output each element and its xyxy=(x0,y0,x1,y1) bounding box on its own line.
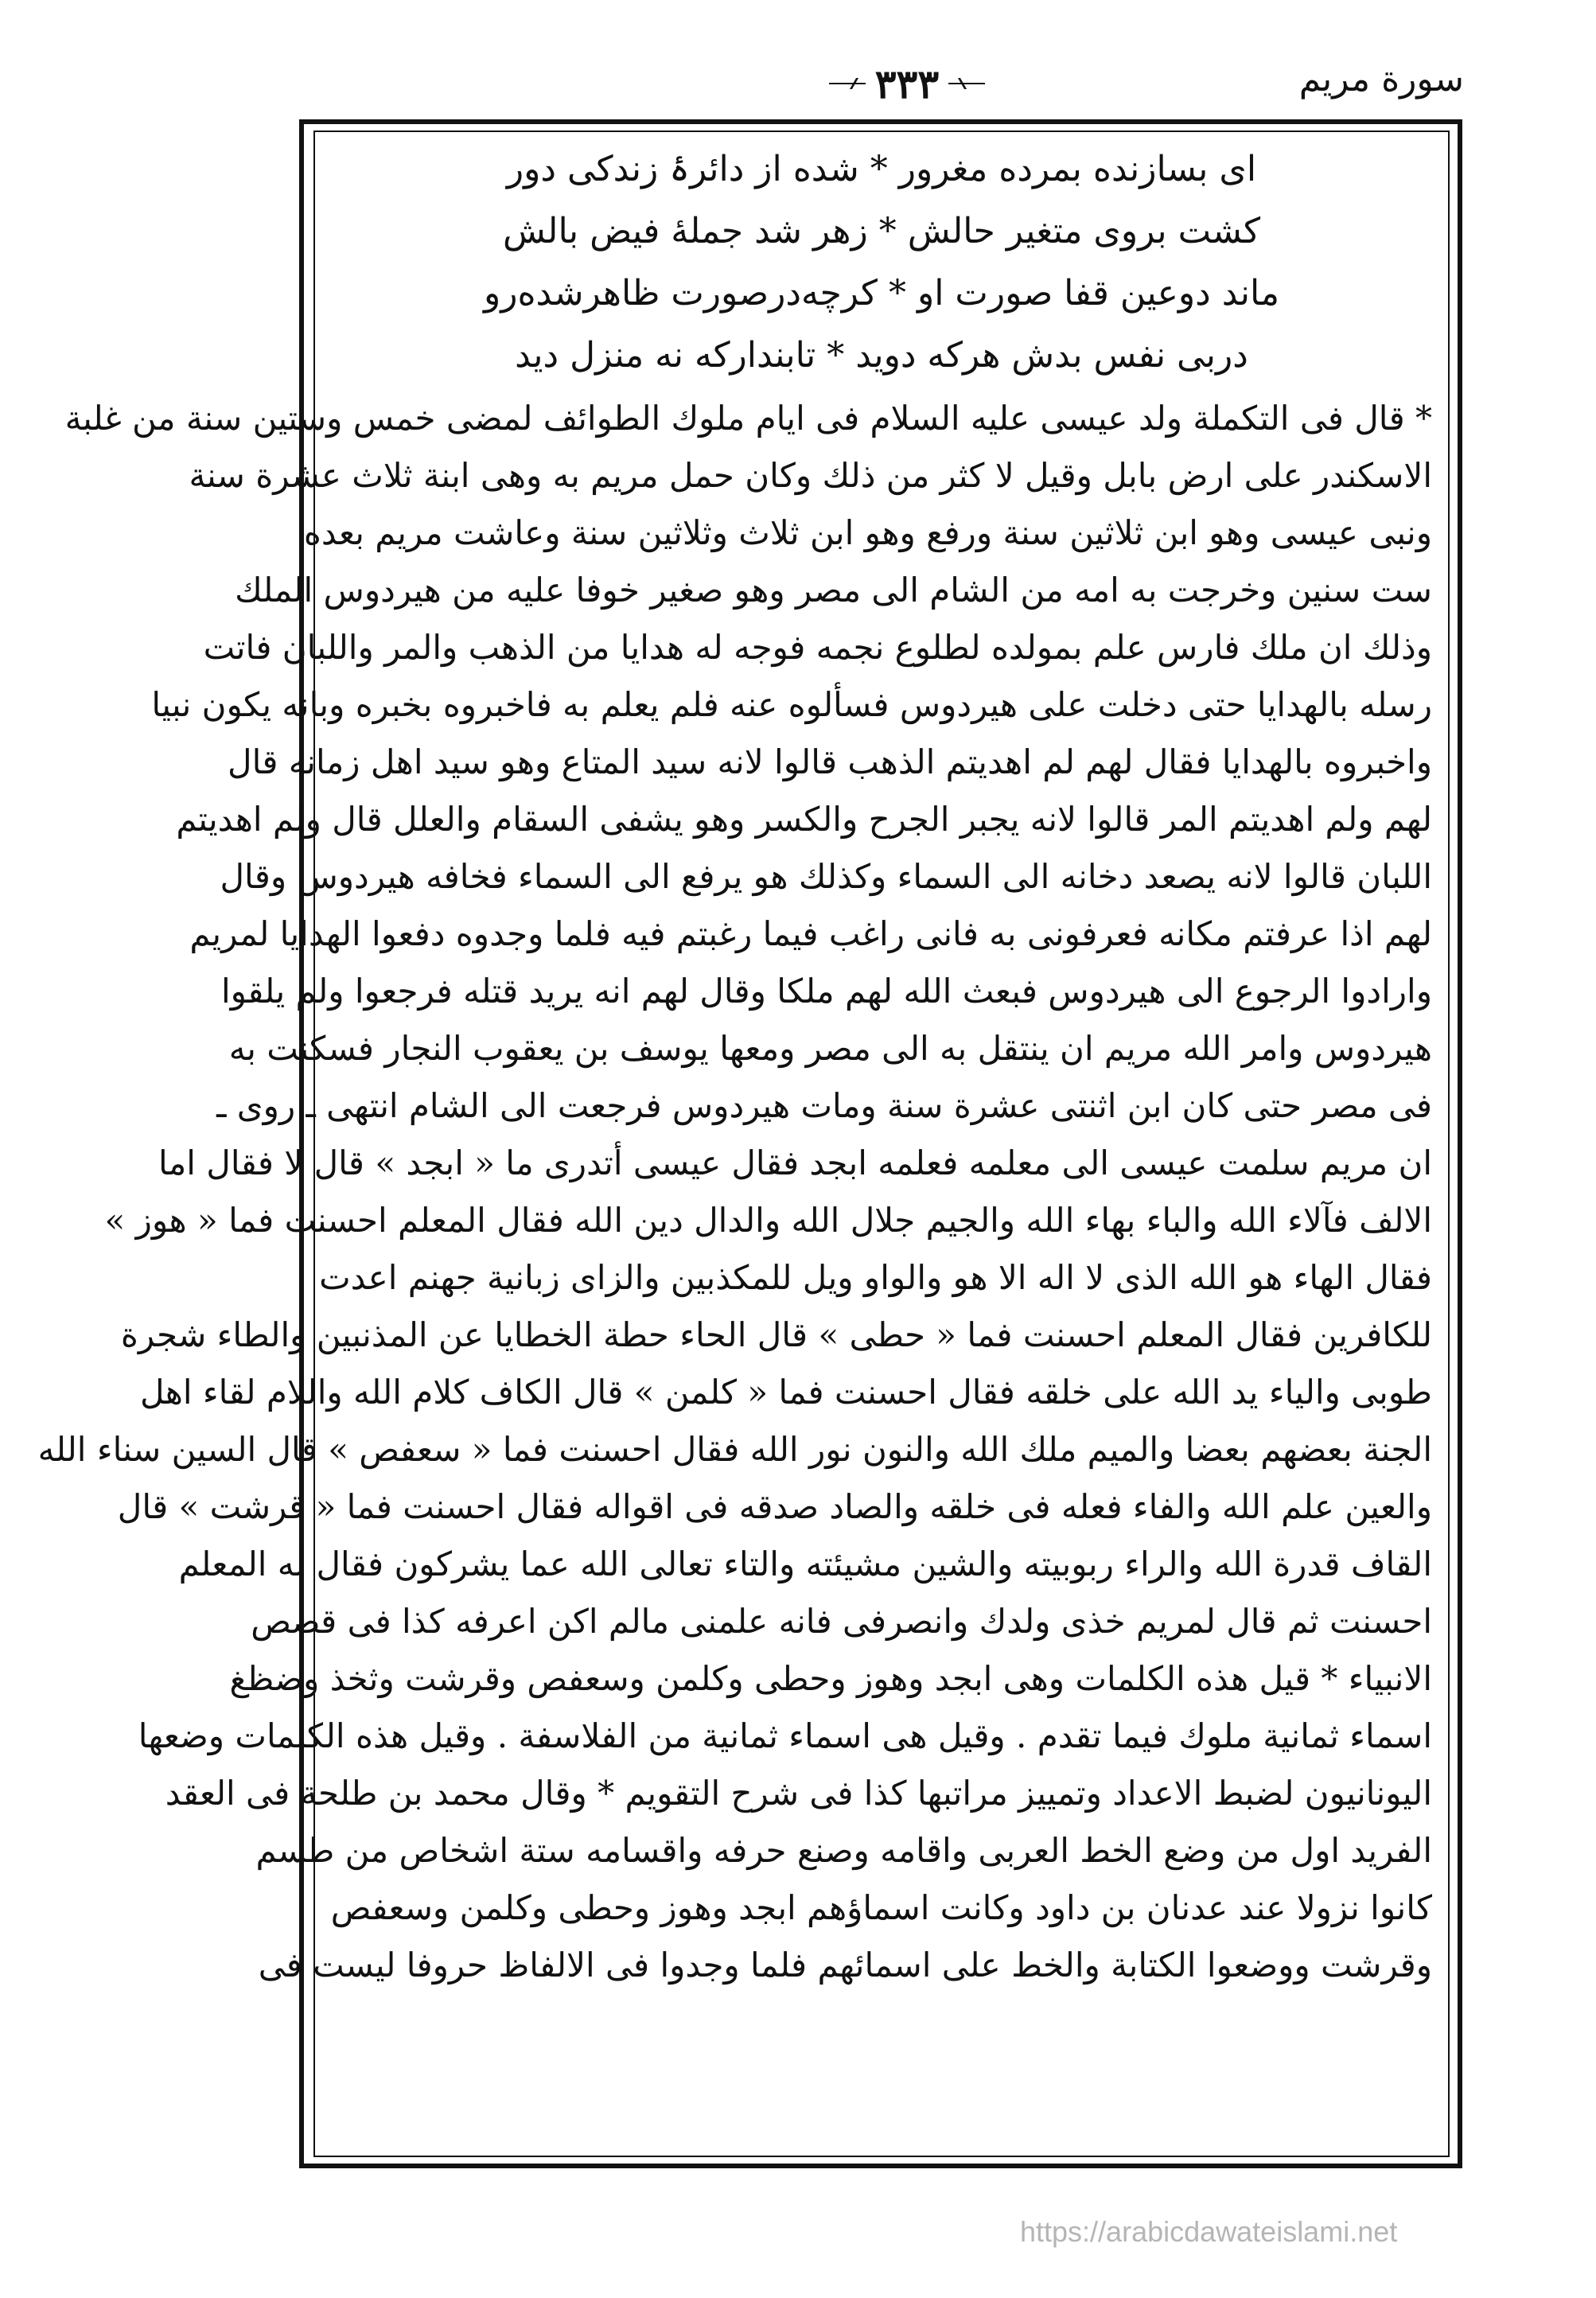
text-line: اللبان قالوا لانه يصعد دخانه الى السماء وكذلك هو يرفع الى السماء فخافه هيردوس وقال xyxy=(220,857,1432,896)
prose-block xyxy=(37,390,1432,1994)
text-line: اسماء ثمانية ملوك فيما تقدم . وقيل هى اسماء ثمانية من الفلاسفة . وقيل هذه الكلمات وضعها xyxy=(138,1716,1432,1755)
surah-name: سورة مريم xyxy=(1298,59,1464,99)
text-line: طوبى والياء يد الله على خلقه فقال احسنت فما « كلمن » قال الكاف كلام الله واللام لقاء اهل xyxy=(139,1373,1432,1412)
text-line: ست سنين وخرجت به امه من الشام الى مصر وهو صغير خوفا عليه من هيردوس الملك xyxy=(235,571,1432,610)
text-line: فقال الهاء هو الله الذى لا اله الا هو والواو ويل للمكذبين والزاى زبانية جهنم اعدت xyxy=(319,1258,1432,1297)
page-number: ٣٣٣ xyxy=(874,60,940,107)
poem-verse: ماند دوعين قفا صورت او * كرچه‌درصورت ظاهرشده‌رو xyxy=(483,273,1280,314)
text-line: لهم ولم اهديتم المر قالوا لانه يجبر الجرح والكسر وهو يشفى السقام والعلل قال ولم اهديتم xyxy=(176,800,1432,839)
text-line: لهم اذا عرفتم مكانه فعرفونى به فانى راغب فيما رغبتم فيه فلما وجدوه دفعوا الهدايا لمريم xyxy=(189,914,1432,953)
text-line: وذلك ان ملك فارس علم بمولده لطلوع نجمه فوجه له هدايا من الذهب والمر واللبان فاتت xyxy=(203,628,1432,667)
ornament-left-icon xyxy=(829,78,866,89)
source-watermark: https://arabicdawateislami.net xyxy=(1020,2215,1398,2248)
text-line: للكافرين فقال المعلم احسنت فما « حطى » قال الحاء حطة الخطايا عن المذنبين والطاء شجرة xyxy=(120,1315,1432,1354)
poem-verse: اى بسازنده بمرده مغرور * شده از دائرۂ زندکی دور xyxy=(506,149,1257,189)
text-line: فى مصر حتى كان ابن اثنتى عشرة سنة ومات هيردوس فرجعت الى الشام انتهى ـ روى ـ xyxy=(216,1086,1432,1125)
text-line: هيردوس وامر الله مريم ان ينتقل به الى مصر ومعها يوسف بن يعقوب النجار فسكنت به xyxy=(228,1029,1432,1068)
text-line: والعين علم الله والفاء فعله فى خلقه والصاد صدقه فى اقواله فقال احسنت فما « قرشت » قال xyxy=(117,1487,1432,1526)
text-line: احسنت ثم قال لمريم خذى ولدك وانصرفى فانه علمنى مالم اكن اعرفه كذا فى قصص xyxy=(251,1602,1432,1641)
text-line: واخبروه بالهدايا فقال لهم لم اهديتم الذهب قالوا لانه سيد المتاع وهو سيد اهل زمانه قال xyxy=(228,742,1432,781)
text-line: اليونانيون لضبط الاعداد وتمييز مراتبها كذا فى شرح التقويم * وقال محمد بن طلحة فى العقد xyxy=(165,1774,1432,1813)
text-line: الاسكندر على ارض بابل وقيل لا كثر من ذلك وكان حمل مريم به وهى ابنة ثلاث عشرة سنة xyxy=(189,456,1432,495)
text-line: ان مريم سلمت عيسى الى معلمه فعلمه ابجد فقال عيسى أتدرى ما « ابجد » قال لا فقال اما xyxy=(158,1143,1432,1182)
page-header xyxy=(302,48,1464,119)
text-line: وارادوا الرجوع الى هيردوس فبعث الله لهم ملكا وقال لهم انه يريد قتله فرجعوا ولم يلقوا xyxy=(220,972,1432,1011)
text-line: ونبى عيسى وهو ابن ثلاثين سنة ورفع وهو ابن ثلاث وثلاثين سنة وعاشت مريم بعده xyxy=(303,513,1432,552)
text-line: رسله بالهدايا حتى دخلت على هيردوس فسألوه عنه فلم يعلم به فاخبروه بخبره وبانه يكون نبيا xyxy=(151,685,1432,724)
poem-verse: دربى نفس بدش هركه دويد * تابندارکه نه منزل ديد xyxy=(515,335,1248,376)
page-number-block xyxy=(796,48,1018,119)
text-line: الالف فآلاء الله والباء بهاء الله والجيم جلال الله والدال دين الله فقال المعلم احسنت فما « هوز » xyxy=(104,1201,1432,1240)
poem-block xyxy=(331,138,1432,387)
page-frame-inner xyxy=(37,130,1450,2157)
text-line: الانبياء * قيل هذه الكلمات وهى ابجد وهوز وحطى وكلمن وسعفص وقرشت وثخذ وضظغ xyxy=(229,1659,1432,1698)
text-line: وقرشت ووضعوا الكتابة والخط على اسمائهم فلما وجدوا فى الالفاظ حروفا ليست فى xyxy=(258,1946,1432,1984)
ornament-right-icon xyxy=(948,78,985,89)
text-line: كانوا نزولا عند عدنان بن داود وكانت اسماؤهم ابجد وهوز وحطى وكلمن وسعفص xyxy=(330,1888,1432,1927)
text-line: القاف قدرة الله والراء ربوبيته والشين مشيئته والتاء تعالى الله عما يشركون فقال له المعلم xyxy=(178,1544,1432,1583)
text-line: الجنة بعضهم بعضا والميم ملك الله والنون نور الله فقال احسنت فما « سعفص » قال السين سناء الله xyxy=(37,1430,1432,1469)
poem-verse: كشت بروى متغير حالش * زهر شد جملهٔ فيض بالش xyxy=(502,211,1261,251)
text-line: الفريد اول من وضع الخط العربى واقامه وصنع حرفه واقسامه ستة اشخاص من طسم xyxy=(255,1831,1432,1870)
text-line: * قال فى التكملة ولد عيسى عليه السلام فى ايام ملوك الطوائف لمضى خمس وستين سنة من غلبة xyxy=(64,399,1432,438)
